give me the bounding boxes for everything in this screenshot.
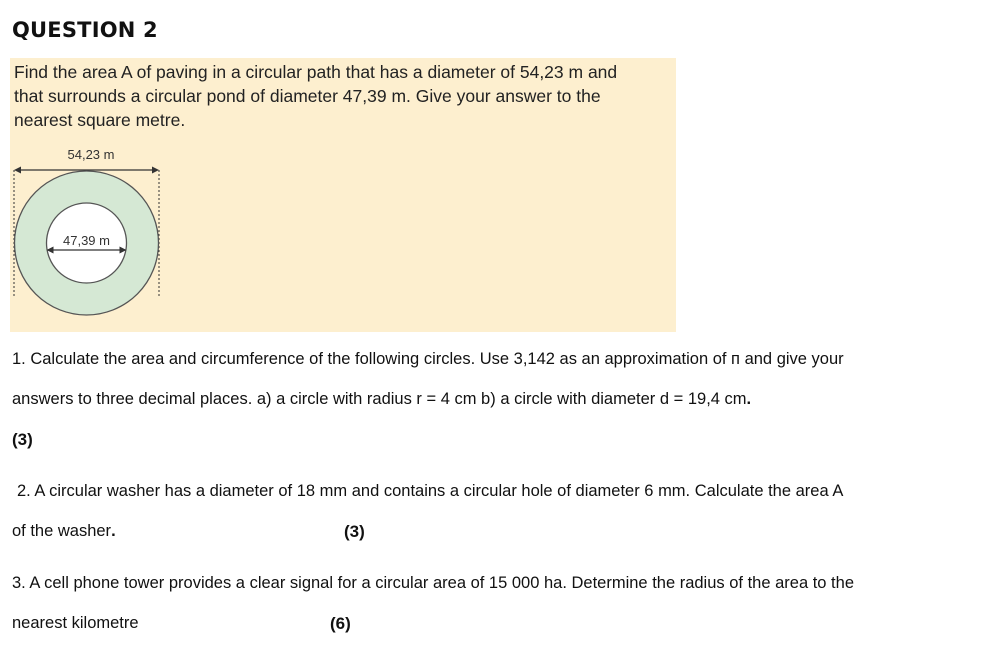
- q1-marks: (3): [12, 430, 33, 449]
- panel-text-line-2: that surrounds a circular pond of diameter 47,39 m. Give your answer to the: [14, 86, 601, 106]
- outer-arrow-left: [14, 167, 21, 174]
- panel-text-line-1: Find the area A of paving in a circular path that has a diameter of 54,23 m and: [14, 62, 618, 82]
- inner-diameter-label: 47,39 m: [63, 233, 110, 248]
- q3-marks: (6): [330, 614, 351, 633]
- q2-line-2: [12, 522, 116, 541]
- outer-diameter-label: 54,23 m: [67, 147, 115, 162]
- ring-diagram: [10, 58, 210, 332]
- q2-line-2-text: of the washer: [12, 522, 112, 540]
- q3-line-1: 3. A cell phone tower provides a clear signal for a circular area of 15 000 ha. Determine the radius of the area to the: [12, 574, 854, 592]
- question-heading: QUESTION 2: [12, 18, 158, 42]
- example-panel: [10, 58, 676, 332]
- q2-line-1: 2. A circular washer has a diameter of 18 mm and contains a circular hole of diameter 6 mm. Calculate the area A: [17, 482, 844, 500]
- q3-line-2: nearest kilometre: [12, 614, 139, 632]
- q2-line-2-end: .: [111, 522, 116, 540]
- panel-text-line-3: nearest square metre.: [14, 110, 186, 130]
- q1-line-2: [12, 390, 751, 409]
- q1-line-2-text: answers to three decimal places. a) a circle with radius r = 4 cm b) a circle with diameter d = 19,4 cm: [12, 390, 747, 408]
- outer-arrow-right: [152, 167, 159, 174]
- q1-line-1: 1. Calculate the area and circumference of the following circles. Use 3,142 as an approximation of п and give your: [12, 350, 844, 368]
- q2-marks: (3): [344, 522, 365, 541]
- q1-line-2-end: .: [746, 390, 752, 408]
